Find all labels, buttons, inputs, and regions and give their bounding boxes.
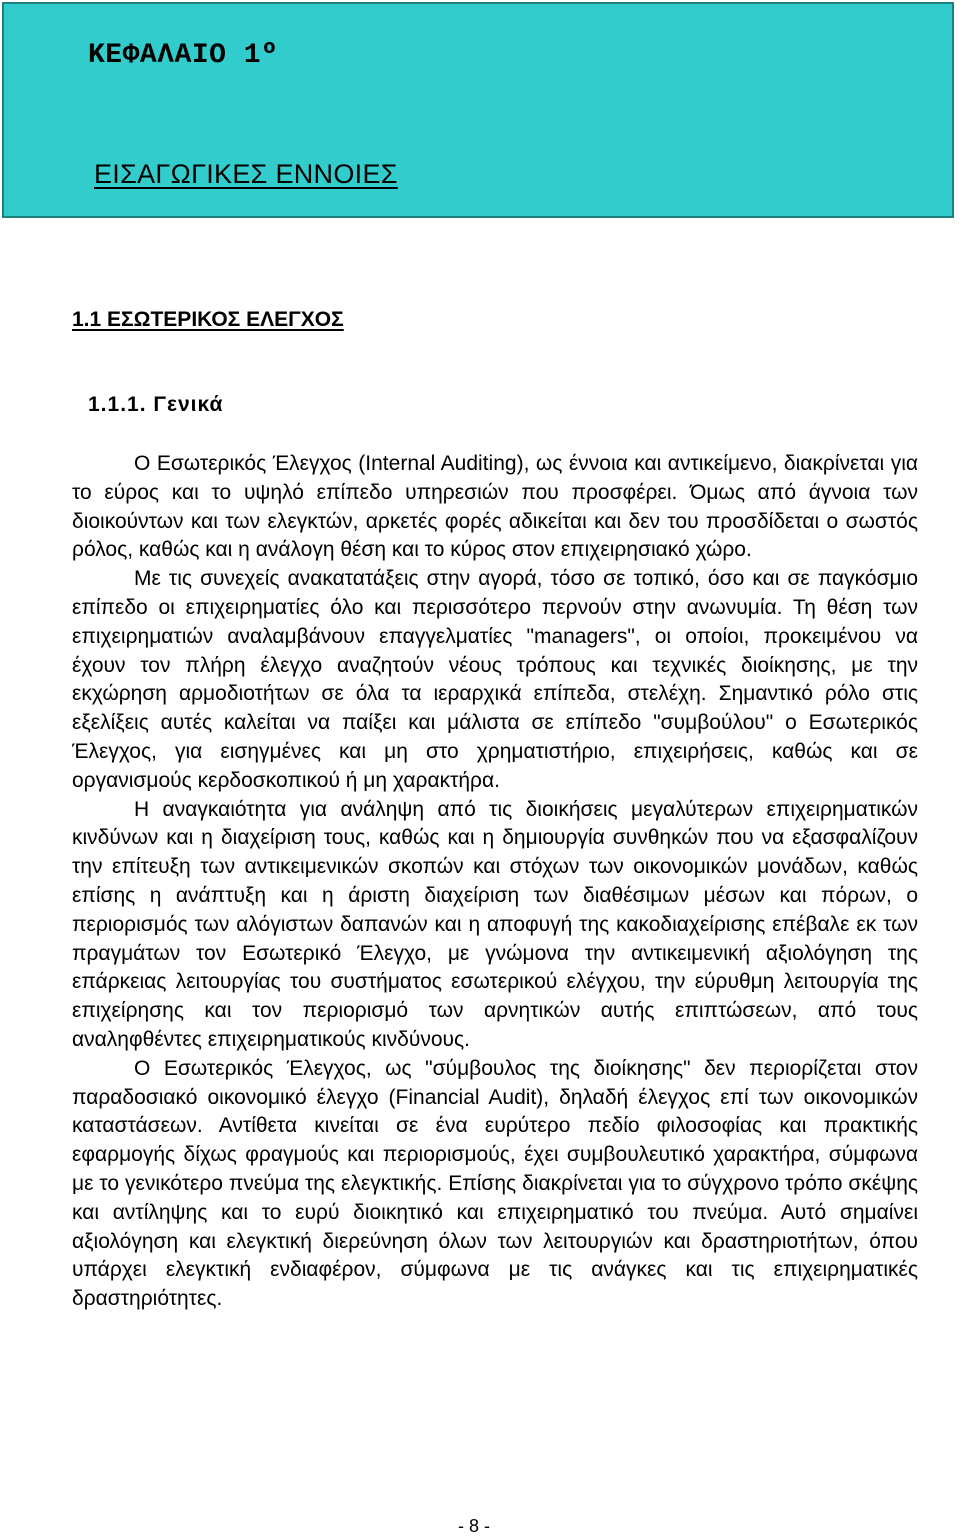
page-number-text: - 8 - bbox=[457, 1516, 490, 1536]
subsection-title: 1.1.1. Γενικά bbox=[88, 393, 224, 416]
page-number bbox=[0, 1516, 960, 1537]
chapter-subtitle: ΕΙΣΑΓΩΓΙΚΕΣ ΕΝΝΟΙΕΣ bbox=[94, 159, 398, 189]
paragraph-internal-auditing-intro: Ο Εσωτερικός Έλεγχος (Internal Auditing), ως έννοια και αντικείμενο, διακρίνεται για το εύρος και το υψηλό επίπεδο υπηρεσιών που προσφέρει. Όμως από άγνοια των διοικούντων και των ελεγκτών, αρκετές φορές αδικείται και δεν του προσδίδεται ο σωστός ρόλος, καθώς και η ανάλογη θέση και το κύρος στον επιχειρησιακό χώρο. bbox=[72, 452, 918, 562]
chapter-header-box bbox=[2, 2, 954, 218]
paragraph-market-changes: Με τις συνεχείς ανακατατάξεις στην αγορά, τόσο σε τοπικό, όσο και σε παγκόσμιο επίπεδο οι επιχειρηματίες όλο και περισσότερο περνούν στην ανωνυμία. Τη θέση των επιχειρηματιών αναλαμβάνουν επαγγελματίες "managers", οι οποίοι, προκειμένου να έχουν τον πλήρη έλεγχο αναζητούν νέους τρόπους και τεχνικές διοίκησης, με την εκχώρηση αρμοδιοτήτων σε όλα τα ιεραρχικά επίπεδα, στελέχη. Σημαντικό ρόλο στις εξελίξεις αυτές καλείται να παίξει και μάλιστα σε επίπεδο "συμβούλου" ο Εσωτερικός Έλεγχος, για εισηγμένες και μη στο χρηματιστήριο, επιχειρήσεις, καθώς και σε οργανισμούς κερδοσκοπικού ή μη χαρακτήρα. bbox=[72, 567, 918, 792]
section-title: 1.1 ΕΣΩΤΕΡΙΚΟΣ ΕΛΕΓΧΟΣ bbox=[72, 308, 344, 331]
paragraph-risk-management: Η αναγκαιότητα για ανάληψη από τις διοικήσεις μεγαλύτερων επιχειρηματικών κινδύνων και η διαχείριση τους, καθώς και η δημιουργία συνθηκών που να εξασφαλίζουν την επίτευξη των αντικειμενικών σκοπών και στόχων των οικονομικών μονάδων, καθώς επίσης η ανάπτυξη και η άριστη διαχείριση των διαθέσιμων μέσων και πόρων, ο περιορισμός των αλόγιστων δαπανών και η αποφυγή της κακοδιαχείρισης επέβαλε εκ των πραγμάτων τον Εσωτερικό Έλεγχο, με γνώμονα την αντικειμενική αξιολόγηση της επάρκειας λειτουργίας του συστήματος εσωτερικού ελέγχου, την εύρυθμη λειτουργία της επιχείρησης και τον περιορισμό των αρνητικών αυτής επιπτώσεων, από τους αναληφθέντες επιχειρηματικούς κινδύνους. bbox=[72, 797, 918, 1051]
paragraph-advisor-role: Ο Εσωτερικός Έλεγχος, ως "σύμβουλος της διοίκησης" δεν περιορίζεται στον παραδοσιακό οικονομικό έλεγχο (Financial Audit), δηλαδή έλεγχος επί των οικονομικών καταστάσεων. Αντίθετα κινείται σε ένα ευρύτερο πεδίο φιλοσοφίας και πρακτικής εφαρμογής δίχως φραγμούς και περιορισμούς, έχει συμβουλευτικό χαρακτήρα, σύμφωνα με το γενικότερο πνεύμα της ελεγκτικής. Επίσης διακρίνεται για το σύγχρονο τρόπο σκέψης και αντίληψης και το ευρύ διοικητικό και επιχειρηματικό του πνεύμα. Αυτό σημαίνει αξιολόγηση και ελεγκτική διερεύνηση όλων των λειτουργιών και δραστηριοτήτων, όπου υπάρχει ελεγκτική ενδιαφέρον, σύμφωνα με τις ανάγκες και τις επιχειρηματικές δραστηριότητες. bbox=[72, 1056, 918, 1311]
chapter-title: ΚΕΦΑΛΑΙΟ 1º bbox=[88, 40, 279, 71]
body-text bbox=[72, 450, 918, 1314]
